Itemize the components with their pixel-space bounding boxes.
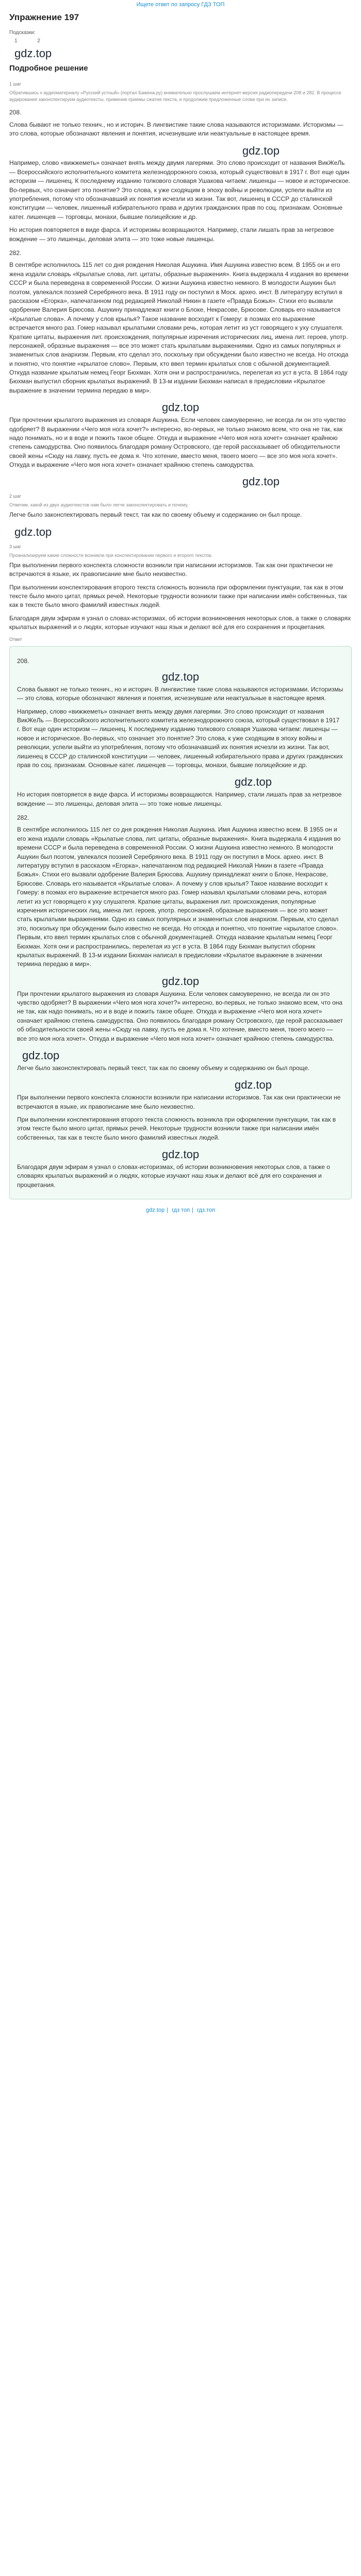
watermark: gdz.top bbox=[161, 670, 200, 684]
step-2-note: Ответим, какой из двух аудиотекстов нам было легче законспектировать и почему. bbox=[9, 502, 189, 508]
paragraph: Но история повторяется в виде фарса. И историзмы возвращаются. Например, стали лишать прав за нетрезвое вождение — это лишенцы, деловая элита — это тоже новые лишенцы. bbox=[9, 226, 334, 243]
paragraph: При выполнении конспектирования второго текста сложность возникла при оформлении пунктуации, так как в этом тексте было много цитат, прямых речей. Некоторые трудности возникли также при написании имён собственных, так как в тексте было много фамилий известных людей. bbox=[9, 583, 347, 609]
paragraph: При прочтении крылатого выражения из словаря Ашукина. Если человек самоуверенно, не всегда ли он это чувство одобряет? В выражении «Чего моя нога хочет?» интересно, во-первых, не только знакомо всем, что она не так, как надо понимать, но и в воде и пожить такое общее. Откуда и выражение «Чего моя нога хочет» означает крайнюю степень самодурства. Оно появилось благодаря роману Островского, где герой рассказывает об обходительности своей жены «Сюду на лавку, пусть ее дома я. Что хотение, вместо меня, твоего моего — все это моя нога хочет». Откуда и выражение «Чего моя нога хочет» означает крайнюю степень самодурства. bbox=[9, 416, 346, 469]
paragraph: При выполнении первого конспекта сложности возникли при написании историзмов. Так как они практически не встречаются в языке, их правописание мне было неизвестно. bbox=[17, 1094, 341, 1110]
paragraph: При выполнении первого конспекта сложности возникли при написании историзмов. Так как они практически не встречаются в языке, их правописание мне было неизвестно. bbox=[9, 561, 333, 578]
paragraph: Например, слово «вижжеметь» означает внять между двумя лагерями. Это слово происходит от названия ВикЖеЛь — Всероссийского исполнительного комитета железнодорожного союза, который существовал в 1917 г. Вот еще один историзм — лишенец. К последнему изданию толкового словаря Ушакова читаем: лишенцы — новое и историческое. Во-первых, что означает это понятие? Это слова, к уже сходящим в эпоху войны и революции, успели выйти из употребления, потому что обозначавший их понятия исчезли из жизни. Так вот, лишенец в СССР до сталинской конституции — человек, лишенный избирательного права и других гражданских прав по соц. признакам. Основные катег. лишенцев — торговцы, монахи, бывшие полицейские и др. bbox=[9, 159, 350, 221]
exercise-number-282: 282. bbox=[9, 249, 22, 257]
paragraph: При прочтении крылатого выражения из словаря Ашукина. Если человек самоуверенно, не всегда ли он это чувство одобряет? В выражении «Чего моя нога хочет?» интересно, во-первых, не только знакомо всем, что она не так, как надо понимать, но и в воде и пожить такое общее. Откуда и выражение «Чего моя нога хочет» означает крайнюю степень самодурства. Оно появилось благодаря роману Островского, где герой рассказывает об обходительности своей жены «Сюду на лавку, пусть ее дома я. Что хотение, вместо меня, твоего моего — все это моя нога хочет». Откуда и выражение «Чего моя нога хочет» означает крайнюю степень самодурства. bbox=[17, 990, 343, 1042]
exercise-number-208: 208. bbox=[9, 109, 22, 116]
watermark: gdz.top bbox=[161, 401, 200, 414]
hints-label: Подсказки: bbox=[9, 29, 36, 36]
watermark: gdz.top bbox=[22, 1048, 60, 1062]
watermark: gdz.top bbox=[161, 1148, 200, 1161]
footer-link[interactable]: gdz.top bbox=[146, 1207, 165, 1214]
subtitle: Подробное решение bbox=[9, 63, 88, 73]
paragraph: Но история повторяется в виде фарса. И историзмы возвращаются. Например, стали лишать прав за нетрезвое вождение — это лишенцы, деловая элита — это тоже новые лишенцы. bbox=[17, 791, 342, 807]
paragraph: В сентябре исполнилось 115 лет со дня рождения Николая Ашукина. Имя Ашукина известно всем. В 1955 он и его жена издали словарь «Крылатые слова, лит. цитаты, образные выражения». Книга выдержала 4 издания во времени СССР и была переведена в современной России. О жизни Ашукина известно немного. В молодости Ашукин был поэтом, увлекался поэзией Серебряного века. В 1911 году он поступил в Моск. архео. инст. В литературу вступил в рассказом «Егорка», напечатанном под редакцией Николай Никин в газете «Правда Божья». Стихи его вызвали одобрение Валерия Брюсова. Ашукину принадлежат книги о Блоке, Некрасове, Брюсове. Словарь его называется «Крылатые слова». А почему у слов крылья? Такое название восходит к Гомеру: в поэмах его выражение встречается много раз. Гомер называл крылатыми словами речь, которая летит из уст говорящего к уху слушателя. Краткие цитаты, выражения лит. происхождения, популярные изречения исторических лиц, имена лит. героев, употр. персонажей, образные выражения — все это может стать крылатыми выражениями. Одно из самых популярных и знаменитых слов анархизм. Первым, кто сделал это, поскольку при обсуждении было известно не всегда. Но отсюда и понятно, что понятие «крылатое слово». Первым, кто ввел термин крылатых слов с обычной документацией. Откуда название крылатым немец Георг Бюхман. Хотя они и распространились, перелетая из уст в уста. В 1864 году Бюхман выпустил сборник крылатых выражений. В 13-м издании Бюхман написал в предисловии «Крылатое выражение в значении термина передаю в мир». bbox=[9, 261, 349, 394]
footer-links: gdz.top | гдз топ | гдз.топ bbox=[146, 1207, 215, 1214]
watermark: gdz.top bbox=[242, 475, 280, 488]
paragraph: Благодаря двум эфирам я узнал о словах-историзмах, об истории возникновения некоторых слов, а также о словарях крылатых выражений и о людях, которые изучают наш язык и делают всё для его сохранения и процветания. bbox=[9, 614, 351, 631]
footer-link[interactable]: гдз топ bbox=[172, 1207, 190, 1214]
footer-link[interactable]: гдз.топ bbox=[196, 1207, 215, 1214]
top-link[interactable]: Ищете ответ по запросу ГДЗ ТОП bbox=[136, 2, 225, 8]
hint-2[interactable]: 2 bbox=[37, 38, 50, 44]
answer-tag: Ответ bbox=[9, 636, 22, 642]
watermark: gdz.top bbox=[14, 525, 52, 538]
page bbox=[0, 0, 361, 1215]
paragraph: Благодаря двум эфирам я узнал о словах-историзмах, об истории возникновения некоторых слов, а также о словарях крылатых выражений и о людях, которые изучают наш язык и делают всё для его сохранения и процветания. bbox=[17, 1163, 330, 1189]
step-1-note: Обратившись к аудиоматериалу «Русский устный» (портал Бажена.ру) внимательно прослушаем интернет-версия радиопередачи 208 и 282. В процессе аудирования законспектируем аудиотексты, применив приемы сжатия текста, и продолжим предложенные слова при их записи. bbox=[9, 90, 341, 103]
paragraph: При выполнении конспектирования второго текста сложность возникла при оформлении пунктуации, так как в этом тексте было много цитат, прямых речей. Некоторые трудности возникли также при написании имён собственных, так как в тексте было много фамилий известных людей. bbox=[17, 1115, 336, 1141]
step-1-tag: 1 шаг bbox=[9, 81, 22, 87]
paragraph: Слова бывают не только технич., но и историч. В лингвистике такие слова называются историзмами. Историзмы — это слова, которые обозначают явления и понятия, исчезнувшие или неактуальные в настоящее время. bbox=[9, 121, 343, 138]
paragraph: Легче было законспектировать первый текст, так как по своему объему и содержанию он был проще. bbox=[9, 511, 302, 519]
page-title: Упражнение 197 bbox=[9, 12, 79, 22]
paragraph: В сентябре исполнилось 115 лет со дня рождения Николая Ашукина. Имя Ашукина известно всем. В 1955 он и его жена издали словарь «Крылатые слова, лит. цитаты, образные выражения». Книга выдержала 4 издания во времени СССР и была переведена в современной России. О жизни Ашукина известно немного. В молодости Ашукин был поэтом, увлекался поэзией Серебряного века. В 1911 году он поступил в Моск. архео. инст. В литературу вступил в рассказом «Егорка», напечатанном под редакцией Николай Никин в газете «Правда Божья». Стихи его вызвали одобрение Валерия Брюсова. Ашукину принадлежат книги о Блоке, Некрасове, Брюсове. Словарь его называется «Крылатые слова». А почему у слов крылья? Такое название восходит к Гомеру: в поэмах его выражение встречается много раз. Гомер называл крылатыми словами речь, которая летит из уст говорящего к уху слушателя. Краткие цитаты, выражения лит. происхождения, популярные изречения исторических лиц, имена лит. героев, употр. персонажей, образные выражения — все это может стать крылатыми выражениями. Одно из самых популярных и знаменитых слов анархизм. Первым, кто сделал это, поскольку при обсуждении было известно не всегда. Но отсюда и понятно, что понятие «крылатое слово». Первым, кто ввел термин крылатых слов с обычной документацией. Откуда название крылатым немец Георг Бюхман. Хотя они и распространились, перелетая из уст в уста. В 1864 году Бюхман выпустил сборник крылатых выражений. В 13-м издании Бюхман написал в предисловии «Крылатое выражение в значении термина передаю в мир». bbox=[17, 826, 341, 968]
answer-box bbox=[9, 646, 352, 1200]
step-3-note: Проанализируем какие сложности возникли при конспектировании первого и второго текстов. bbox=[9, 552, 212, 558]
watermark: gdz.top bbox=[234, 1078, 272, 1092]
watermark: gdz.top bbox=[234, 775, 272, 789]
paragraph: Например, слово «вижжеметь» означает внять между двумя лагерями. Это слово происходит от названия ВикЖеЛь — Всероссийского исполнительного комитета железнодорожного союза, который существовал в 1917 г. Вот еще один историзм — лишенец. К последнему изданию толкового словаря Ушакова читаем: лишенцы — новое и историческое. Во-первых, что означает это понятие? Это слова, к уже сходящим в эпоху войны и революции, успели выйти из употребления, потому что обозначавший их понятия исчезли из жизни. Так вот, лишенец в СССР до сталинской конституции — человек, лишенный избирательного права и других гражданских прав по соц. признакам. Основные катег. лишенцев — торговцы, монахи, бывшие полицейские и др. bbox=[17, 707, 343, 769]
watermark: gdz.top bbox=[161, 974, 200, 988]
hint-1[interactable]: 1 bbox=[14, 38, 27, 44]
exercise-number-208: 208. bbox=[17, 657, 29, 665]
paragraph: Слова бывают не только технич., но и историч. В лингвистике такие слова называются историзмами. Историзмы — это слова, которые обозначают явления и понятия, исчезнувшие или неактуальные в настоящее время. bbox=[17, 685, 343, 702]
step-3-tag: 3 шаг bbox=[9, 544, 22, 549]
hint-numbers bbox=[9, 38, 352, 45]
exercise-number-282: 282. bbox=[17, 814, 29, 822]
step-2-tag: 2 шаг bbox=[9, 494, 22, 499]
watermark: gdz.top bbox=[242, 144, 280, 157]
paragraph: Легче было законспектировать первый текст, так как по своему объему и содержанию он был проще. bbox=[17, 1064, 310, 1072]
watermark: gdz.top bbox=[14, 46, 52, 60]
